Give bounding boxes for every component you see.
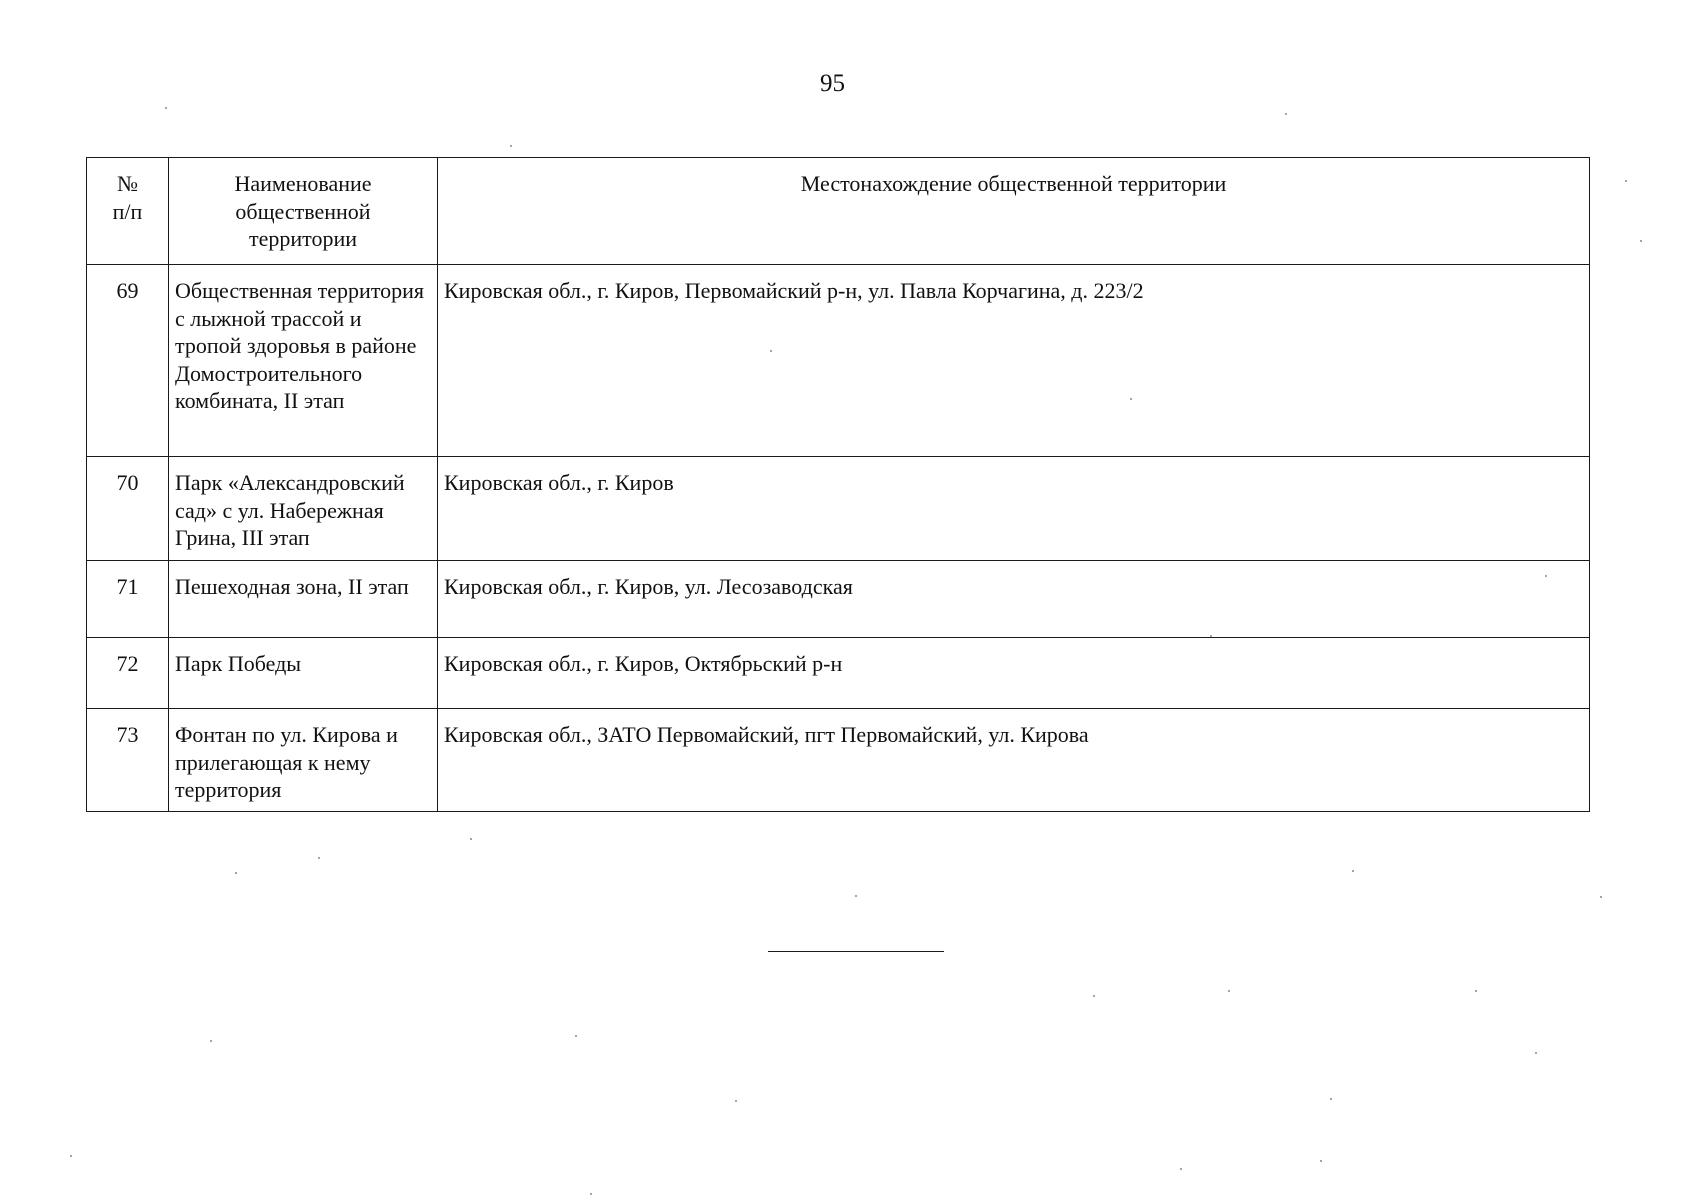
table-row [87,457,1590,561]
row-location: Кировская обл., ЗАТО Первомайский, пгт Первомайский, ул. Кирова [444,722,1089,747]
row-location: Кировская обл., г. Киров, Первомайский р-н, ул. Павла Корчагина, д. 223/2 [444,278,1144,303]
row-name-cell [169,457,438,561]
header-location [438,158,1590,265]
row-location: Кировская обл., г. Киров, ул. Лесозаводская [444,574,853,599]
row-name: Фонтан по ул. Кирова и прилегающая к нему территория [175,722,398,802]
header-name [169,158,438,265]
closing-rule [768,951,944,952]
row-name: Общественная территория с лыжной трассой и тропой здоровья в районе Домостроительного комбината, II этап [175,278,425,413]
row-location: Кировская обл., г. Киров [444,470,674,495]
row-location-cell [438,709,1590,812]
row-number: 71 [116,574,139,599]
row-location-cell [438,265,1590,457]
header-location-label: Местонахождение общественной территории [800,171,1227,196]
page-number: 95 [820,70,845,97]
row-location: Кировская обл., г. Киров, Октябрьский р-н [444,651,843,676]
row-name-cell [169,638,438,709]
row-name-cell [169,709,438,812]
row-name-cell [169,265,438,457]
row-number: 73 [116,722,139,747]
row-number-cell [87,638,169,709]
row-location-cell [438,457,1590,561]
header-name-label: Наименование общественной территории [234,171,372,251]
row-number-cell [87,457,169,561]
row-number: 72 [116,651,139,676]
row-number-cell [87,265,169,457]
table-row [87,638,1590,709]
territories-table [86,157,1590,812]
row-location-cell [438,638,1590,709]
row-name: Пешеходная зона, II этап [175,574,409,599]
header-number [87,158,169,265]
row-name-cell [169,561,438,638]
row-number-cell [87,561,169,638]
row-number: 69 [116,278,139,303]
table-row [87,561,1590,638]
table-header-row [87,158,1590,265]
row-location-cell [438,561,1590,638]
row-number-cell [87,709,169,812]
row-number: 70 [116,470,139,495]
header-number-label: № п/п [112,171,143,224]
row-name: Парк Победы [175,651,302,676]
table-row [87,265,1590,457]
table-row [87,709,1590,812]
row-name: Парк «Александровский сад» с ул. Набережная Грина, III этап [175,470,405,550]
